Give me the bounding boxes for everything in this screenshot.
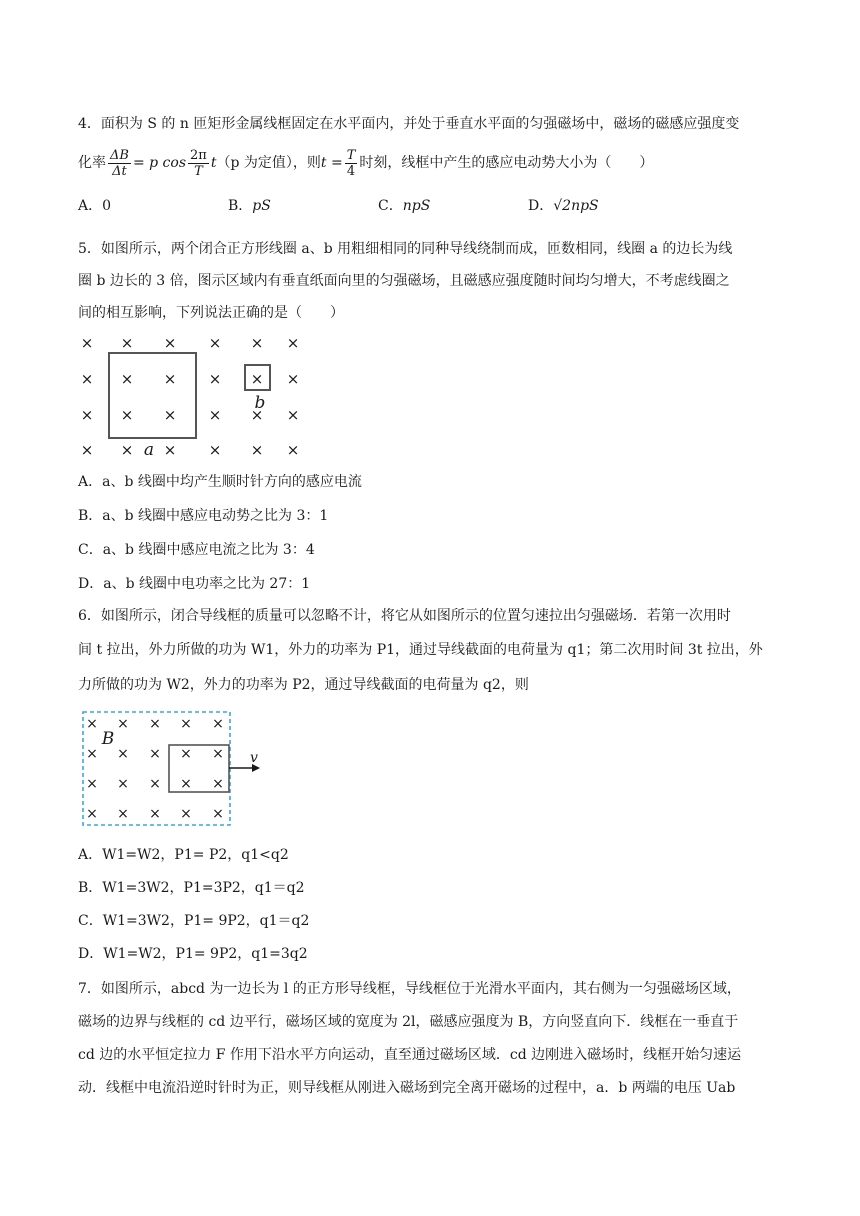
q5-option-c: C．a、b 线圈中感应电流之比为 3：4 [78,542,315,558]
svg-text:×: × [180,806,192,822]
q7-line-4: 动．线框中电流沿逆时针时为正，则导线框从刚进入磁场到完全离开磁场的过程中，a．b 两端的电压 Uab [78,1080,736,1096]
svg-text:×: × [180,746,192,762]
q5-line-3: 间的相互影响，下列说法正确的是（ ） [78,305,344,321]
q5-option-d: D．a、b 线圈中电功率之比为 27：1 [78,576,311,592]
q4-line-2 [78,146,653,180]
q6-option-b: B．W1=3W2，P1=3P2，q1＝q2 [78,880,305,896]
q6-option-d: D．W1=W2，P1= 9P2，q1=3q2 [78,946,308,962]
svg-text:×: × [208,406,222,424]
svg-text:×: × [120,370,134,388]
q4-option-d: D．√2npS [528,198,599,214]
svg-text:×: × [120,406,134,424]
svg-text:×: × [149,776,161,792]
svg-text:×: × [208,370,222,388]
q4-eq: = p cos [132,155,186,171]
q7-line-1: 7．如图所示，abcd 为一边长为 l 的正方形导线框，导线框位于光滑水平面内，其右侧为一匀强磁场区域， [78,981,741,997]
q5-coil-a [109,353,196,438]
q4-time-den: 4 [346,163,356,179]
q6-line-3: 力所做的功为 W2，外力的功率为 P2，通过导线截面的电荷量为 q2，则 [78,677,529,693]
svg-text:×: × [180,716,192,732]
svg-text:×: × [163,370,177,388]
svg-text:×: × [80,441,94,459]
q5-line-1: 5．如图所示，两个闭合正方形线圈 a、b 用粗细相同的同种导线绕制而成，匝数相同，线圈 a 的边长为线 [78,241,733,257]
q4-line-1: 4．面积为 S 的 n 匝矩形金属线框固定在水平面内，并处于垂直水平面的匀强磁场中，磁场的磁感应强度变 [78,116,740,132]
svg-text:×: × [286,334,300,352]
svg-text:×: × [149,716,161,732]
q4-time-fraction [345,148,358,179]
svg-text:×: × [80,334,94,352]
q4-angle-num: 2π [190,147,207,163]
q5-line-2: 圈 b 边长的 3 倍，图示区域内有垂直纸面向里的匀强磁场，且磁感应强度随时间均匀增大，不考虑线圈之 [78,273,730,289]
q6-figure [78,708,268,830]
q5-figure [70,328,320,464]
svg-text:×: × [86,776,98,792]
q6-label-v: v [250,750,258,766]
q6-line-2: 间 t 拉出，外力所做的功为 W1，外力的功率为 P1，通过导线截面的电荷量为 q1；第二次用时间 3t 拉出，外 [78,642,763,658]
q4-option-c: C．npS [378,198,431,214]
svg-text:×: × [120,334,134,352]
q6-line-1: 6．如图所示，闭合导线框的质量可以忽略不计，将它从如图所示的位置匀速拉出匀强磁场．若第一次用时 [78,608,731,624]
svg-text:×: × [86,746,98,762]
svg-text:×: × [180,776,192,792]
svg-text:×: × [86,716,98,732]
svg-text:×: × [286,370,300,388]
svg-text:×: × [149,746,161,762]
svg-text:×: × [163,334,177,352]
svg-text:×: × [117,806,129,822]
q5-label-a: a [143,440,155,460]
svg-text:×: × [212,776,224,792]
svg-text:×: × [163,406,177,424]
q6-option-a: A．W1=W2，P1= P2，q1<q2 [78,847,289,863]
svg-text:×: × [208,334,222,352]
svg-text:×: × [163,441,177,459]
q4-line2-post: 时刻，线框中产生的感应电动势大小为（ ） [359,155,654,171]
q4-line2-pre: 化率 [78,155,106,171]
svg-text:×: × [117,716,129,732]
svg-text:×: × [250,406,264,424]
svg-text:×: × [80,406,94,424]
svg-text:×: × [117,776,129,792]
q4-rate-num: ΔB [110,147,129,163]
q4-option-a: A．0 [78,198,112,214]
q7-line-2: 磁场的边界与线框的 cd 边平行，磁场区域的宽度为 2l，磁感应强度为 B，方向竖直向下．线框在一垂直于 [78,1014,739,1030]
svg-text:×: × [212,746,224,762]
q4-angle-den: T [194,163,203,179]
q6-label-B: B [101,729,115,749]
q4-t-eq: t = [320,155,343,171]
q4-rate-fraction [108,148,131,179]
svg-text:×: × [212,716,224,732]
svg-text:×: × [212,806,224,822]
q6-option-c: C．W1=3W2，P1= 9P2，q1＝q2 [78,913,310,929]
q5-option-a: A．a、b 线圈中均产生顺时针方向的感应电流 [78,474,362,490]
q4-p-note: （p 为定值），则 [216,155,321,171]
q5-option-b: B．a、b 线圈中感应电动势之比为 3：1 [78,508,329,524]
svg-text:×: × [80,370,94,388]
svg-text:×: × [117,746,129,762]
q4-var-t: t [210,155,217,171]
q4-rate-den: Δt [112,163,127,179]
svg-text:×: × [86,806,98,822]
svg-text:×: × [286,441,300,459]
svg-text:×: × [149,806,161,822]
svg-text:×: × [250,334,264,352]
svg-text:×: × [250,441,264,459]
svg-text:×: × [286,406,300,424]
q4-time-num: T [346,147,356,163]
q7-line-3: cd 边的水平恒定拉力 F 作用下沿水平方向运动，直至通过磁场区域．cd 边刚进入磁场时，线框开始匀速运 [78,1047,742,1063]
q5-label-b: b [254,393,266,413]
q4-angle-fraction [188,148,209,179]
svg-text:×: × [208,441,222,459]
q4-option-b: B．pS [228,198,271,214]
svg-text:×: × [120,441,134,459]
svg-text:×: × [250,370,264,388]
